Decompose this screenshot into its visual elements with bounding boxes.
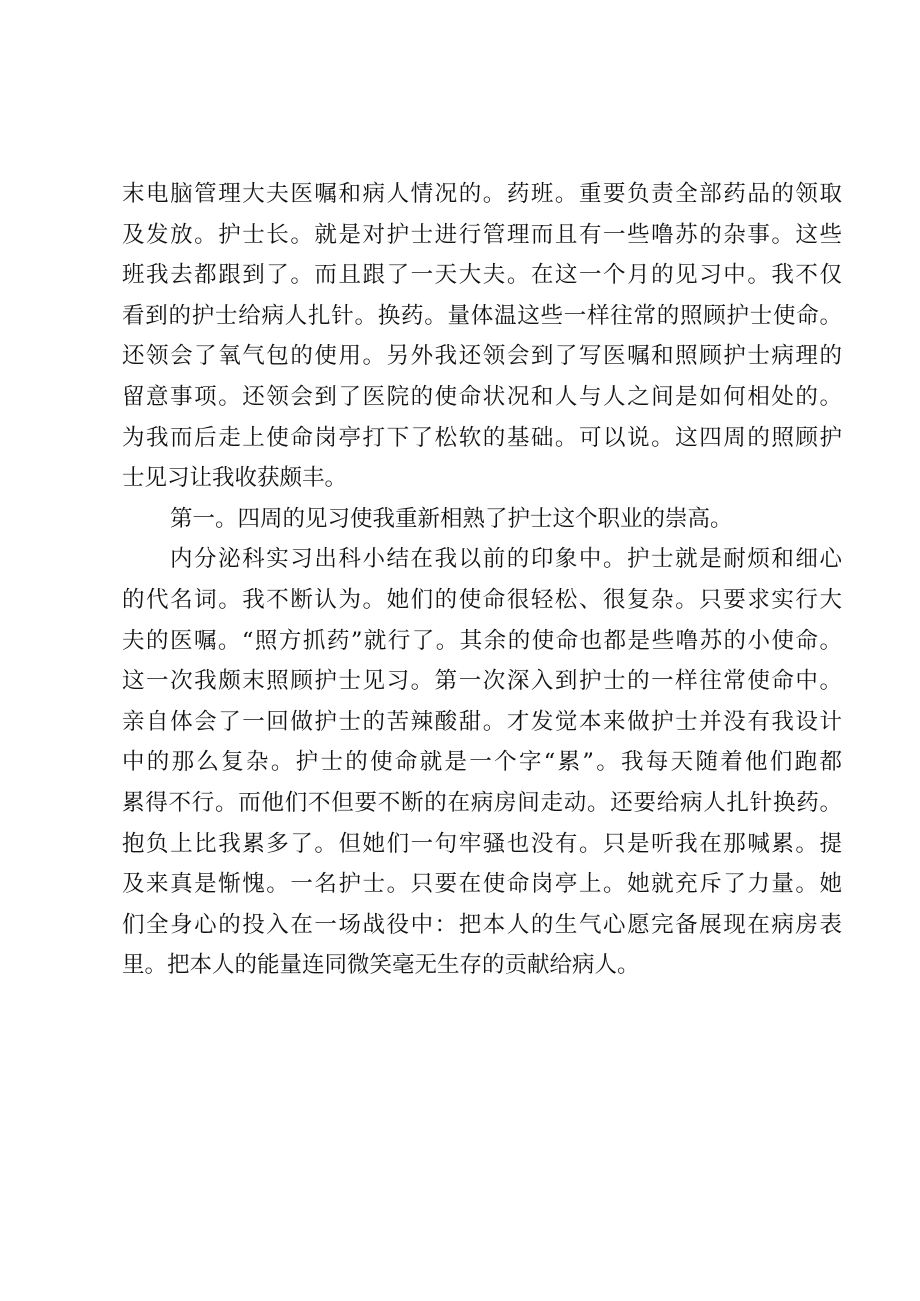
text-line: 为我而后走上使命岗亭打下了松软的基础。可以说。这四周的照顾护 (122, 424, 842, 451)
text-line: 第一。四周的见习使我重新相熟了护士这个职业的崇高。 (170, 505, 733, 532)
text-line: 中的那么复杂。护士的使命就是一个字“累”。我每天随着他们跑都 (122, 749, 842, 776)
text-line: 留意事项。还领会到了医院的使命状况和人与人之间是如何相处的。 (122, 383, 842, 410)
text-line: 士见习让我收获颇丰。 (122, 465, 348, 492)
text-line: 们全身心的投入在一场战役中：把本人的生气心愿完备展现在病房表 (122, 911, 842, 938)
text-line: 的代名词。我不断认为。她们的使命很轻松、很复杂。只要求实行大 (122, 586, 842, 613)
text-line: 还领会了氧气包的使用。另外我还领会到了写医嘱和照顾护士病理的 (122, 343, 842, 370)
text-line: 亲自体会了一回做护士的苦辣酸甜。才发觉本来做护士并没有我设计 (122, 708, 842, 735)
paragraph-3 (122, 539, 842, 986)
text-line: 看到的护士给病人扎针。换药。量体温这些一样往常的照顾护士使命。 (122, 302, 842, 329)
text-line: 抱负上比我累多了。但她们一句牢骚也没有。只是听我在那喊累。提 (122, 830, 842, 857)
text-line: 及发放。护士长。就是对护士进行管理而且有一些噜苏的杂事。这些 (122, 221, 842, 248)
text-line: 内分泌科实习出科小结在我以前的印象中。护士就是耐烦和细心 (170, 546, 842, 573)
text-line: 末电脑管理大夫医嘱和病人情况的。药班。重要负责全部药品的领取 (122, 181, 842, 207)
text-line: 及来真是惭愧。一名护士。只要在使命岗亭上。她就充斥了力量。她 (122, 871, 842, 898)
text-line: 里。把本人的能量连同微笑毫无生存的贡献给病人。 (122, 952, 640, 979)
paragraph-1 (122, 174, 842, 499)
text-line: 这一次我颇末照顾护士见习。第一次深入到护士的一样往常使命中。 (122, 668, 842, 695)
paragraph-2 (122, 499, 842, 540)
text-line: 累得不行。而他们不但要不断的在病房间走动。还要给病人扎针换药。 (122, 789, 842, 816)
document-body (122, 174, 842, 986)
text-line: 班我去都跟到了。而且跟了一天大夫。在这一个月的见习中。我不仅 (122, 262, 842, 289)
text-line: 夫的医嘱。“照方抓药”就行了。其余的使命也都是些噜苏的小使命。 (122, 627, 842, 654)
